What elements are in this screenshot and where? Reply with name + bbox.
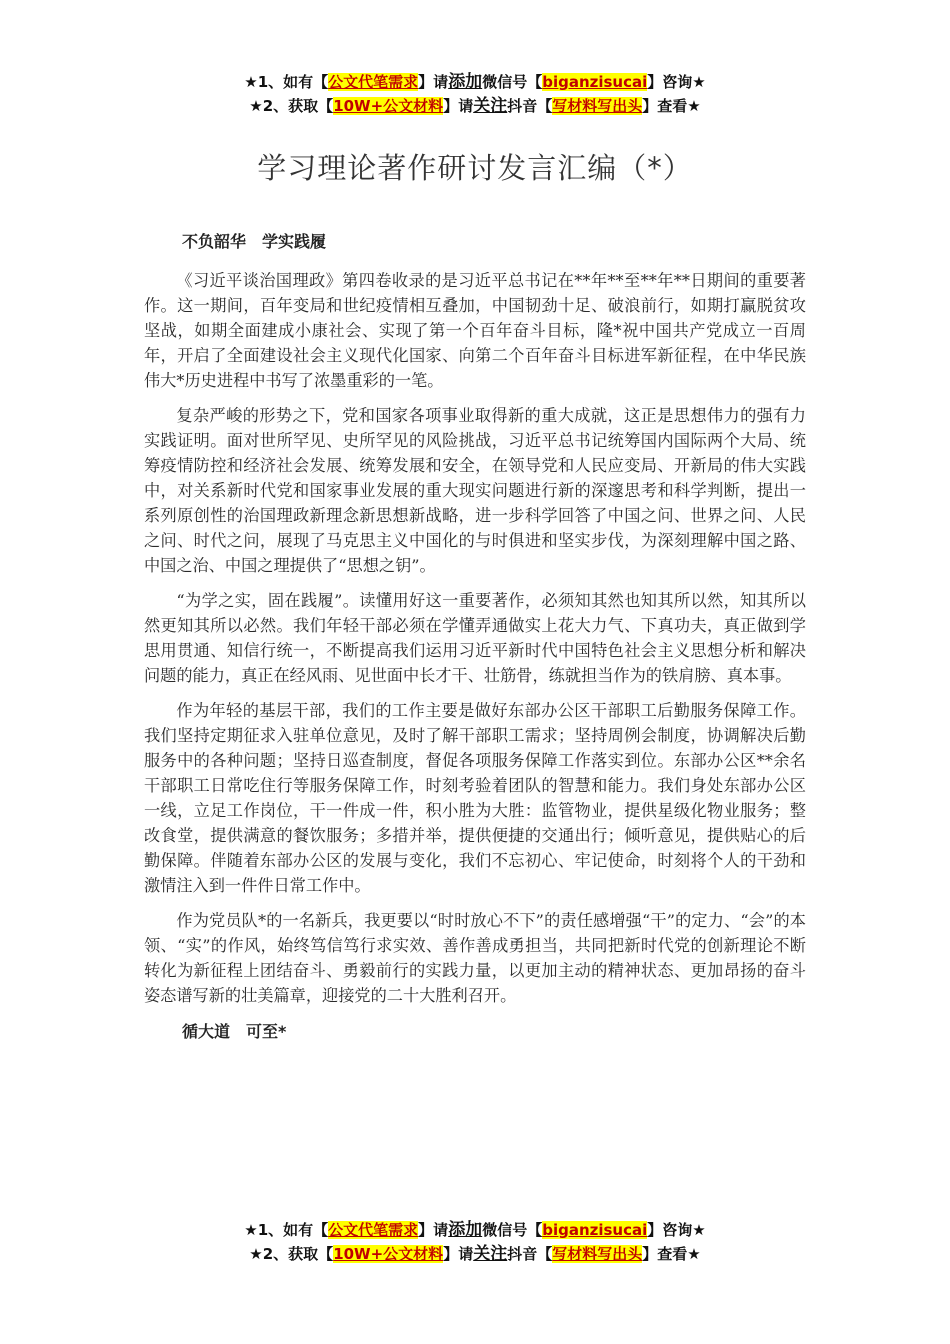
document-body xyxy=(144,228,806,1058)
douyin-account: 写材料写出头 xyxy=(552,97,643,115)
paragraph: 作为年轻的基层干部，我们的工作主要是做好东部办公区干部职工后勤服务保障工作。我们坚持定期征求入驻单位意见，及时了解干部职工需求；坚持周例会制度，协调解决后勤服务中的各种问题；坚持日巡查制度，督促各项服务保障工作落实到位。东部办公区**余名干部职工日常吃住行等服务保障工作，时刻考验着团队的智慧和能力。我们身处东部办公区一线，立足工作岗位，干一件成一件，积小胜为大胜：监管物业，提供星级化物业服务；整改食堂，提供满意的餐饮服务；多措并举，提供便捷的交通出行；倾听意见，提供贴心的后勤保障。伴随着东部办公区的发展与变化，我们不忘初心、牢记使命，时刻将个人的干劲和激情注入到一件件日常工作中。 xyxy=(144,701,806,895)
promo-highlight: 公文代笔需求 xyxy=(328,73,419,91)
promo-highlight: 10W+公文材料 xyxy=(333,1245,444,1263)
promo-line-2: ★2、获取【10W+公文材料】请关注抖音【写材料写出头】查看★ xyxy=(249,1244,701,1264)
section-heading: 不负韶华 学实践履 xyxy=(182,232,327,251)
wechat-id: biganzisucai xyxy=(542,1221,648,1239)
paragraph: 作为党员队*的一名新兵，我更要以“时时放心不下”的责任感增强“干”的定力、“会”的本领、“实”的作风，始终笃信笃行求实效、善作善成勇担当，共同把新时代党的创新理论不断转化为新征程上团结奋斗、勇毅前行的实践力量，以更加主动的精神状态、更加昂扬的奋斗姿态谱写新的壮美篇章，迎接党的二十大胜利召开。 xyxy=(144,911,806,1005)
paragraph: 复杂严峻的形势之下，党和国家各项事业取得新的重大成就，这正是思想伟力的强有力实践证明。面对世所罕见、史所罕见的风险挑战，习近平总书记统筹国内国际两个大局、统筹疫情防控和经济社会发展、统筹发展和安全，在领导党和人民应变局、开新局的伟大实践中，对关系新时代党和国家事业发展的重大现实问题进行新的深邃思考和科学判断，提出一系列原创性的治国理政新理念新思想新战略，进一步科学回答了中国之问、世界之问、人民之问、时代之问，展现了马克思主义中国化的与时俱进和坚实步伐，为深刻理解中国之路、中国之治、中国之理提供了“思想之钥”。 xyxy=(144,406,806,575)
promo-line-1: ★1、如有【公文代笔需求】请添加微信号【biganzisucai】咨询★ xyxy=(244,72,706,92)
promo-highlight: 公文代笔需求 xyxy=(328,1221,419,1239)
promo-line-2: ★2、获取【10W+公文材料】请关注抖音【写材料写出头】查看★ xyxy=(249,96,701,116)
paragraph: “为学之实，固在践履”。读懂用好这一重要著作，必须知其然也知其所以然，知其所以然更知其所以必然。我们年轻干部必须在学懂弄通做实上花大力气、下真功夫，真正做到学思用贯通、知信行统一，不断提高我们运用习近平新时代中国特色社会主义思想分析和解决问题的能力，真正在经风雨、见世面中长才干、壮筋骨，练就担当作为的铁肩膀、真本事。 xyxy=(144,591,806,685)
wechat-id: biganzisucai xyxy=(542,73,648,91)
top-promo-banner xyxy=(0,70,950,118)
douyin-account: 写材料写出头 xyxy=(552,1245,643,1263)
bottom-promo-banner xyxy=(0,1218,950,1266)
paragraph: 《习近平谈治国理政》第四卷收录的是习近平总书记在**年**至**年**日期间的重要著作。这一期间，百年变局和世纪疫情相互叠加，中国韧劲十足、破浪前行，如期打赢脱贫攻坚战，如期全面建成小康社会、实现了第一个百年奋斗目标，隆*祝中国共产党成立一百周年，开启了全面建设社会主义现代化国家、向第二个百年奋斗目标进军新征程，在中华民族伟大*历史进程中书写了浓墨重彩的一笔。 xyxy=(144,271,806,390)
section-heading: 循大道 可至* xyxy=(182,1022,287,1041)
promo-line-1: ★1、如有【公文代笔需求】请添加微信号【biganzisucai】咨询★ xyxy=(244,1220,706,1240)
promo-highlight: 10W+公文材料 xyxy=(333,97,444,115)
document-title: 学习理论著作研讨发言汇编（*） xyxy=(257,151,693,185)
